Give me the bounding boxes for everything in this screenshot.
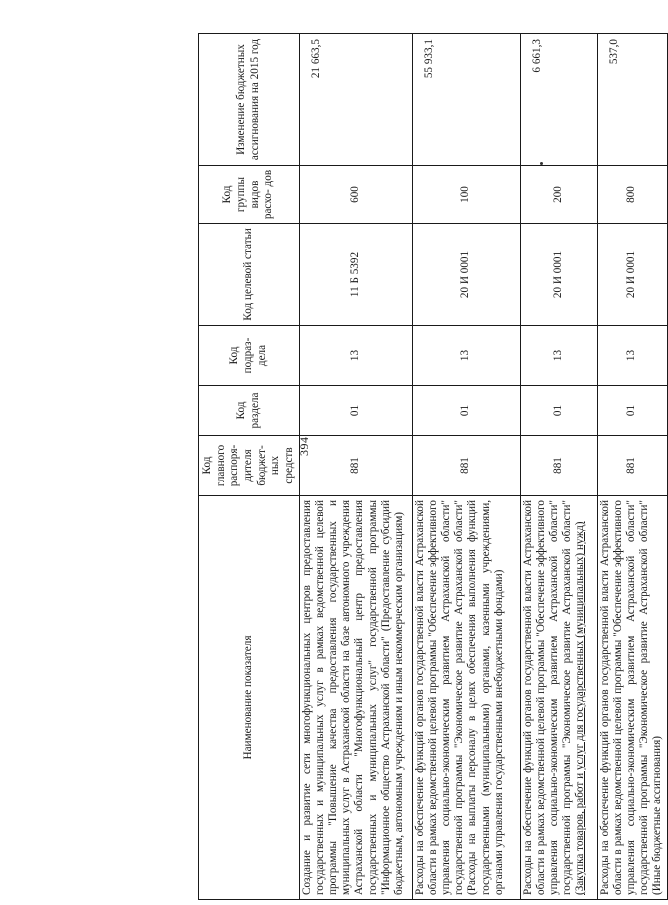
row-celevaya: 20 И 0001 — [520, 224, 597, 326]
row-podrazdel: 13 — [299, 326, 412, 386]
row-vid: 600 — [299, 166, 412, 224]
header-row — [199, 34, 300, 900]
header-amount: Изменение бюджетных ассигнования на 2015 год — [199, 34, 300, 166]
row-name-text: Расходы на обеспечение функций органов государственной власти Астраханской области в рамках ведомственной целевой программы "Обеспечение эффективного управления социально-экономическим развитием Астраханской области" государственной программы "Экономическое развитие Астраханской области" — [521, 500, 574, 895]
row-vid: 100 — [412, 166, 520, 224]
row-razdel: 01 — [597, 386, 667, 436]
rotated-table-container — [198, 34, 664, 900]
row-name-text: Создание и развитие сети многофункциональных центров предоставления государственных и муниципальных услуг в рамках ведомственной целевой программы "Повышение качества предоставления государственных и муниципальных услуг в Астраханской области на базе автономного учреждения Астраханской области "Многофункциональный центр предоставления государственных и муниципальных услуг" государственной программы "Информационное общество Астраханской области" (Предоставление субсидий бюджетным, автономным учреждениям и иным некоммерческим организациям) — [300, 500, 406, 895]
row-razdel: 01 — [520, 386, 597, 436]
row-vid: 800 — [597, 166, 667, 224]
header-glav: Код главного распоря- дителя бюджет- ных средств — [199, 436, 300, 496]
table-row — [299, 34, 412, 900]
page-number: 394 — [297, 436, 311, 456]
row-amount: 537,0 — [597, 34, 667, 166]
table-row — [597, 34, 667, 900]
row-celevaya: 11 Б 5392 — [299, 224, 412, 326]
row-glav: 881 — [412, 436, 520, 496]
row-name — [597, 496, 667, 900]
row-amount: 21 663,5 — [299, 34, 412, 166]
row-celevaya: 20 И 0001 — [412, 224, 520, 326]
header-name: Наименование показателя — [199, 496, 300, 900]
table-row — [520, 34, 597, 900]
header-razdel: Код раздела — [199, 386, 300, 436]
header-celevaya: Код целевой статьи — [199, 224, 300, 326]
row-glav: 881 — [299, 436, 412, 496]
header-vid: Код группы видов расхо- дов — [199, 166, 300, 224]
row-podrazdel: 13 — [520, 326, 597, 386]
row-name-text: Расходы на обеспечение функций органов государственной власти Астраханской области в рамках ведомственной целевой программы "Обеспечение эффективного управления социально-экономическим развитием Астраханской области" государственной программы "Экономическое развитие Астраханской области" (Расходы на выплаты персоналу в целях обеспечения выполнения функций государственными (муниципальными) органами, казенными учреждениями, органами управления государственными внебюджетными фондами) — [413, 500, 505, 895]
row-razdel: 01 — [299, 386, 412, 436]
row-glav: 881 — [520, 436, 597, 496]
row-name — [299, 496, 412, 900]
row-name-underlined: (Закупка товаров, работ и услуг для государственных (муниципальных) нужд) — [574, 521, 587, 895]
row-amount: 55 933,1 — [412, 34, 520, 166]
table-row — [412, 34, 520, 900]
row-vid: 200 — [520, 166, 597, 224]
row-glav: 881 — [597, 436, 667, 496]
row-amount: 6 661,3 — [520, 34, 597, 166]
budget-table — [198, 33, 668, 900]
row-name-text: Расходы на обеспечение функций органов государственной власти Астраханской области в рамках ведомственной целевой программы "Обеспечение эффективного управления социально-экономическим развитием Астраханской области" государственной программы "Экономическое развитие Астраханской области" (Иные бюджетные ассигнования) — [598, 500, 664, 895]
header-podrazdel: Код подраз- дела — [199, 326, 300, 386]
row-razdel: 01 — [412, 386, 520, 436]
row-podrazdel: 13 — [412, 326, 520, 386]
row-name — [412, 496, 520, 900]
row-podrazdel: 13 — [597, 326, 667, 386]
row-name — [520, 496, 597, 900]
row-celevaya: 20 И 0001 — [597, 224, 667, 326]
